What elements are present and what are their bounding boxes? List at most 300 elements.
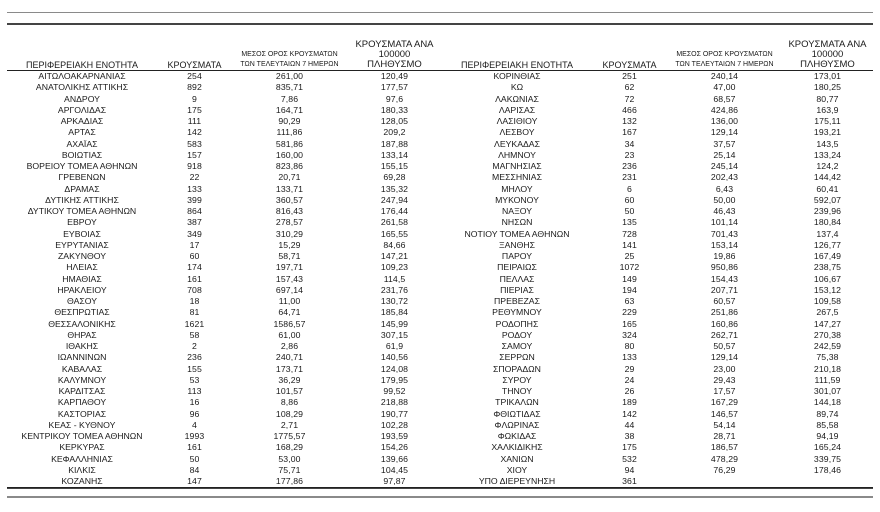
region-cell: ΥΠΟ ΔΙΕΡΕΥΝΗΣΗ: [442, 476, 592, 488]
region-cell: ΞΑΝΘΗΣ: [498, 239, 536, 250]
per-100k-cell: 135,32: [380, 183, 409, 194]
cases-cell: 18: [189, 296, 200, 306]
region-cell: ΤΡΙΚΑΛΩΝ: [495, 397, 539, 408]
avg-7day-cell: 37,57: [713, 138, 736, 149]
avg-7day-cell: 261,00: [275, 71, 304, 81]
region-cell: ΧΑΛΚΙΔΙΚΗΣ: [491, 442, 543, 453]
per-100k-cell: 80,77: [816, 93, 839, 104]
cases-cell: 157: [187, 149, 202, 160]
cases-cell: 132: [622, 116, 637, 126]
table-row: [442, 274, 873, 285]
cases-cell: 236: [622, 161, 637, 171]
per-100k-cell: 163,9: [816, 104, 839, 115]
avg-7day-cell: 168,29: [275, 442, 304, 453]
table-row: [442, 71, 873, 83]
cases-cell: 81: [189, 307, 200, 318]
per-100k-cell: 97,87: [347, 476, 442, 488]
per-100k-cell: 109,58: [813, 296, 842, 306]
top-rule-double: [7, 23, 873, 25]
cases-cell: 399: [187, 194, 202, 205]
table-row: [7, 375, 442, 386]
avg-7day-cell: 278,57: [275, 217, 304, 228]
cases-cell: 349: [187, 228, 202, 239]
avg-7day-cell: 245,14: [710, 161, 739, 171]
region-cell: ΛΕΥΚΑΔΑΣ: [494, 138, 540, 149]
table-row: [442, 330, 873, 341]
per-100k-cell: 307,15: [380, 329, 409, 340]
table-row: [442, 105, 873, 116]
per-100k-cell: 147,27: [813, 318, 842, 329]
region-cell: ΚΑΛΥΜΝΟΥ: [57, 374, 107, 385]
header-avg-line1: ΜΕΣΟΣ ΟΡΟΣ ΚΡΟΥΣΜΑΤΩΝ: [676, 51, 773, 58]
table-row: [7, 454, 442, 465]
header-avg-line1: ΜΕΣΟΣ ΟΡΟΣ ΚΡΟΥΣΜΑΤΩΝ: [241, 51, 338, 58]
cases-cell: 466: [622, 104, 637, 115]
per-100k-cell: 137,4: [816, 228, 839, 239]
region-cell: ΚΕΑΣ - ΚΥΘΝΟΥ: [48, 419, 116, 430]
per-100k-cell: 167,49: [813, 251, 842, 261]
header-row: [442, 40, 873, 71]
region-cell: ΠΡΕΒΕΖΑΣ: [494, 296, 540, 306]
region-cell: ΣΑΜΟΥ: [501, 341, 533, 351]
avg-7day-cell: 90,29: [278, 116, 301, 126]
cases-cell: 229: [622, 307, 637, 318]
avg-7day-cell: 154,43: [710, 273, 739, 284]
table-row: [442, 240, 873, 251]
avg-7day-cell: 29,43: [713, 374, 736, 385]
avg-7day-cell: 17,57: [713, 386, 736, 396]
per-100k-cell: 270,38: [813, 329, 842, 340]
avg-7day-cell: 129,14: [710, 127, 739, 138]
header-avg-line2: ΤΩΝ ΤΕΛΕΥΤΑΙΩΝ 7 ΗΜΕΡΩΝ: [675, 61, 774, 68]
per-100k-cell: 120,49: [380, 71, 409, 81]
region-cell: ΕΒΡΟΥ: [67, 217, 97, 228]
header-cases: ΚΡΟΥΣΜΑΤΑ: [157, 40, 232, 71]
header-region: ΠΕΡΙΦΕΡΕΙΑΚΗ ΕΝΟΤΗΤΑ: [7, 40, 157, 71]
avg-7day-cell: 61,00: [278, 329, 301, 340]
table-row: [7, 139, 442, 150]
region-cell: ΕΥΡΥΤΑΝΙΑΣ: [55, 239, 109, 250]
cases-cell: 174: [187, 262, 202, 273]
avg-7day-cell: 19,86: [713, 251, 736, 261]
per-100k-cell: 69,28: [383, 172, 406, 183]
avg-7day-cell: 75,71: [278, 464, 301, 475]
region-cell: ΠΕΙΡΑΙΩΣ: [497, 262, 537, 273]
per-100k-cell: 61,9: [385, 341, 404, 351]
region-cell: ΚΑΡΠΑΘΟΥ: [57, 397, 107, 408]
avg-7day-cell: 36,29: [278, 374, 301, 385]
avg-7day-cell: 1586,57: [273, 318, 306, 329]
cases-cell: 24: [624, 374, 635, 385]
cases-table-right: [442, 40, 873, 488]
table-row: [442, 195, 873, 206]
table-row: [7, 172, 442, 183]
cases-cell: 1072: [619, 262, 640, 273]
cases-cell: 532: [622, 453, 637, 464]
table-row: [7, 240, 442, 251]
cases-cell: 53: [189, 374, 200, 385]
table-row: [442, 161, 873, 172]
region-cell: ΝΑΞΟΥ: [502, 206, 532, 216]
cases-cell: 254: [187, 71, 202, 81]
per-100k-cell: 99,52: [383, 386, 406, 396]
per-100k-cell: 75,38: [816, 352, 839, 363]
cases-cell: 583: [187, 138, 202, 149]
region-cell: ΡΟΔΟΥ: [501, 329, 533, 340]
per-100k-cell: 242,59: [813, 341, 842, 351]
cases-cell: 194: [622, 284, 637, 295]
top-rule: [7, 12, 873, 13]
per-100k-cell: 154,26: [380, 442, 409, 453]
cases-cell: 58: [189, 329, 200, 340]
per-100k-cell: 144,42: [813, 172, 842, 183]
avg-7day-cell: 101,57: [275, 386, 304, 396]
table-row: [7, 465, 442, 476]
cases-cell: 96: [189, 408, 200, 419]
region-cell: ΘΑΣΟΥ: [66, 296, 98, 306]
table-row: [442, 206, 873, 217]
region-cell: ΗΡΑΚΛΕΙΟΥ: [57, 284, 107, 295]
per-100k-cell: 178,46: [813, 464, 842, 475]
avg-7day-cell: 160,00: [275, 149, 304, 160]
table-row: [442, 285, 873, 296]
cases-cell: 155: [187, 363, 202, 374]
region-cell: ΚΟΖΑΝΗΣ: [7, 476, 157, 488]
region-cell: ΚΑΣΤΟΡΙΑΣ: [57, 408, 107, 419]
table-row: [7, 409, 442, 420]
per-100k-cell: 193,21: [813, 127, 842, 138]
cases-cell: 161: [187, 273, 202, 284]
table-row: [7, 161, 442, 172]
table-row: [442, 94, 873, 105]
region-cell: ΦΩΚΙΔΑΣ: [497, 431, 537, 441]
region-cell: ΣΥΡΟΥ: [502, 374, 532, 385]
region-cell: ΝΟΤΙΟΥ ΤΟΜΕΑ ΑΘΗΝΩΝ: [464, 228, 570, 239]
header-per100k-line2: ΠΛΗΘΥΣΜΟ: [367, 59, 422, 70]
table-row: [442, 442, 873, 453]
cases-cell: 50: [624, 206, 635, 216]
per-100k-cell: 190,77: [380, 408, 409, 419]
per-100k-cell: 180,33: [380, 104, 409, 115]
avg-7day-cell: 251,86: [710, 307, 739, 318]
avg-7day-cell: 816,43: [275, 206, 304, 216]
avg-7day-cell: 424,86: [710, 104, 739, 115]
per-100k-cell: 339,75: [813, 453, 842, 464]
per-100k-cell: 145,99: [380, 318, 409, 329]
table-row: [7, 127, 442, 138]
header-cases: ΚΡΟΥΣΜΑΤΑ: [592, 40, 667, 71]
table-row: [7, 206, 442, 217]
region-cell: ΔΥΤΙΚΗΣ ΑΤΤΙΚΗΣ: [45, 194, 119, 205]
table-row: [442, 409, 873, 420]
region-cell: ΚΟΡΙΝΘΙΑΣ: [493, 71, 541, 81]
region-cell: ΘΕΣΠΡΩΤΙΑΣ: [54, 307, 110, 318]
region-cell: ΕΥΒΟΙΑΣ: [63, 228, 101, 239]
table-row: [442, 386, 873, 397]
region-cell: ΛΑΣΙΘΙΟΥ: [496, 116, 538, 126]
per-100k-cell: 209,2: [383, 127, 406, 138]
table-row: [442, 296, 873, 307]
header-avg-line2: ΤΩΝ ΤΕΛΕΥΤΑΙΩΝ 7 ΗΜΕΡΩΝ: [240, 61, 339, 68]
table-row: [442, 476, 873, 488]
avg-7day-cell: 240,14: [710, 71, 739, 81]
per-100k-cell: 128,05: [380, 116, 409, 126]
table-row: [7, 307, 442, 318]
table-row: [7, 195, 442, 206]
cases-cell: 167: [622, 127, 637, 138]
avg-7day-cell: [667, 476, 782, 488]
region-cell: ΛΑΡΙΣΑΣ: [498, 104, 536, 115]
avg-7day-cell: 310,29: [275, 228, 304, 239]
region-cell: ΘΕΣΣΑΛΟΝΙΚΗΣ: [48, 318, 116, 329]
cases-cell: 231: [622, 172, 637, 183]
per-100k-cell: 267,5: [816, 307, 839, 318]
header-per100k-line1: ΚΡΟΥΣΜΑΤΑ ΑΝΑ 100000: [788, 39, 867, 60]
cases-cell: 22: [189, 172, 200, 183]
table-row: [7, 274, 442, 285]
per-100k-cell: 139,66: [380, 453, 409, 464]
avg-7day-cell: 262,71: [710, 329, 739, 340]
table-row: [7, 330, 442, 341]
region-cell: ΚΩ: [510, 82, 524, 93]
avg-7day-cell: 164,71: [275, 104, 304, 115]
cases-cell: 161: [187, 442, 202, 453]
table-row: [442, 420, 873, 431]
per-100k-cell: [782, 476, 873, 488]
region-cell: ΡΕΘΥΜΝΟΥ: [492, 307, 542, 318]
avg-7day-cell: 186,57: [710, 442, 739, 453]
cases-cell: 38: [624, 431, 635, 441]
per-100k-cell: 124,08: [380, 363, 409, 374]
table-row: [442, 397, 873, 408]
table-row: [442, 251, 873, 262]
per-100k-cell: 179,95: [380, 374, 409, 385]
cases-cell: 149: [622, 273, 637, 284]
header-per100k-line1: ΚΡΟΥΣΜΑΤΑ ΑΝΑ 100000: [355, 39, 434, 60]
region-cell: ΑΡΤΑΣ: [68, 127, 96, 138]
cases-cell: 17: [189, 239, 200, 250]
avg-7day-cell: 360,57: [275, 194, 304, 205]
cases-cell: 1621: [184, 318, 205, 329]
cases-cell: 918: [187, 161, 202, 171]
per-100k-cell: 239,96: [813, 206, 842, 216]
avg-7day-cell: 111,86: [276, 127, 303, 138]
region-cell: ΠΙΕΡΙΑΣ: [500, 284, 534, 295]
avg-7day-cell: 8,86: [280, 397, 299, 408]
table-row: [7, 262, 442, 273]
table-row: [7, 341, 442, 352]
region-cell: ΚΕΦΑΛΛΗΝΙΑΣ: [51, 453, 113, 464]
avg-7day-cell: 177,86: [232, 476, 347, 488]
avg-7day-cell: 240,71: [275, 352, 304, 363]
avg-7day-cell: 197,71: [275, 262, 304, 273]
region-cell: ΧΑΝΙΩΝ: [500, 453, 534, 464]
cases-cell: 50: [189, 453, 200, 464]
avg-7day-cell: 46,43: [713, 206, 736, 216]
per-100k-cell: 247,94: [380, 194, 409, 205]
avg-7day-cell: 58,71: [278, 251, 301, 261]
avg-7day-cell: 50,00: [713, 194, 736, 205]
header-region: ΠΕΡΙΦΕΡΕΙΑΚΗ ΕΝΟΤΗΤΑ: [442, 40, 592, 71]
table-row: [7, 251, 442, 262]
region-cell: ΣΕΡΡΩΝ: [499, 352, 535, 363]
per-100k-cell: 130,72: [380, 296, 409, 306]
table-row: [442, 319, 873, 330]
cases-cell: 236: [187, 352, 202, 363]
table-row: [442, 116, 873, 127]
avg-7day-cell: 2,86: [280, 341, 299, 351]
avg-7day-cell: 6,43: [715, 183, 734, 194]
per-100k-cell: 165,24: [813, 442, 842, 453]
cases-cell: 26: [624, 386, 635, 396]
cases-cell: 135: [622, 217, 637, 228]
cases-cell: 708: [187, 284, 202, 295]
table-row: [7, 386, 442, 397]
table-row: [7, 116, 442, 127]
per-100k-cell: 143,5: [816, 138, 839, 149]
table-row: [442, 465, 873, 476]
region-cell: ΙΘΑΚΗΣ: [65, 341, 99, 351]
region-cell: ΔΡΑΜΑΣ: [64, 183, 100, 194]
region-cell: ΦΛΩΡΙΝΑΣ: [494, 419, 540, 430]
per-100k-cell: 176,44: [380, 206, 409, 216]
table-row: [442, 217, 873, 228]
per-100k-cell: 592,07: [813, 194, 842, 205]
cases-cell: 44: [624, 419, 635, 430]
per-100k-cell: 187,88: [380, 138, 409, 149]
cases-table-left: [7, 40, 442, 488]
per-100k-cell: 180,25: [813, 82, 842, 93]
avg-7day-cell: 146,57: [710, 408, 739, 419]
per-100k-cell: 153,12: [813, 284, 842, 295]
per-100k-cell: 144,18: [813, 397, 842, 408]
table-row: [7, 352, 442, 363]
per-100k-cell: 109,23: [380, 262, 409, 273]
region-cell: ΑΡΓΟΛΙΔΑΣ: [57, 104, 107, 115]
avg-7day-cell: 823,86: [275, 161, 304, 171]
cases-cell: 147: [157, 476, 232, 488]
cases-cell: 2: [192, 341, 197, 351]
region-cell: ΛΕΣΒΟΥ: [499, 127, 535, 138]
header-row: [7, 40, 442, 71]
per-100k-cell: 155,15: [380, 161, 409, 171]
region-cell: ΜΗΛΟΥ: [501, 183, 533, 194]
cases-cell: 16: [189, 397, 200, 408]
per-100k-cell: 301,07: [813, 386, 842, 396]
table-row: [442, 184, 873, 195]
region-cell: ΡΟΔΟΠΗΣ: [495, 318, 539, 329]
avg-7day-cell: 11,00: [278, 296, 301, 306]
per-100k-cell: 133,24: [813, 149, 842, 160]
avg-7day-cell: 701,43: [710, 228, 739, 239]
region-cell: ΓΡΕΒΕΝΩΝ: [58, 172, 106, 183]
region-cell: ΚΕΝΤΡΙΚΟΥ ΤΟΜΕΑ ΑΘΗΝΩΝ: [21, 431, 143, 441]
per-100k-cell: 193,59: [380, 431, 409, 441]
table-row: [7, 150, 442, 161]
bottom-rule-double: [7, 496, 873, 498]
table-row: [7, 397, 442, 408]
table-row: [7, 217, 442, 228]
table-row: [7, 420, 442, 431]
table-row: [7, 296, 442, 307]
cases-cell: 251: [622, 71, 637, 81]
region-cell: ΧΙΟΥ: [506, 464, 528, 475]
cases-cell: 34: [624, 138, 635, 149]
cases-cell: 9: [192, 93, 197, 104]
region-cell: ΖΑΚΥΝΘΟΥ: [58, 251, 106, 261]
per-100k-cell: 104,45: [380, 464, 409, 475]
cases-cell: 63: [624, 296, 635, 306]
region-cell: ΑΡΚΑΔΙΑΣ: [60, 116, 104, 126]
cases-cell: 141: [622, 239, 637, 250]
per-100k-cell: 60,41: [816, 183, 839, 194]
region-cell: ΤΗΝΟΥ: [501, 386, 533, 396]
per-100k-cell: 147,21: [380, 251, 409, 261]
avg-7day-cell: 68,57: [713, 93, 736, 104]
avg-7day-cell: 835,71: [275, 82, 304, 93]
region-cell: ΠΕΛΛΑΣ: [499, 273, 535, 284]
avg-7day-cell: 28,71: [713, 431, 736, 441]
region-cell: ΝΗΣΩΝ: [501, 217, 533, 228]
per-100k-cell: 218,88: [380, 397, 409, 408]
per-100k-cell: 114,5: [383, 273, 406, 284]
avg-7day-cell: 167,29: [710, 397, 739, 408]
cases-cell: 94: [624, 464, 635, 475]
per-100k-cell: 85,58: [816, 419, 839, 430]
cases-cell: 864: [187, 206, 202, 216]
table-row: [442, 364, 873, 375]
cases-cell: 23: [624, 149, 635, 160]
cases-cell: 111: [187, 116, 202, 126]
region-cell: ΗΛΕΙΑΣ: [66, 262, 98, 273]
cases-cell: 84: [189, 464, 200, 475]
region-cell: ΘΗΡΑΣ: [67, 329, 97, 340]
per-100k-cell: 261,58: [380, 217, 409, 228]
table-row: [7, 82, 442, 93]
avg-7day-cell: 108,29: [275, 408, 304, 419]
avg-7day-cell: 136,00: [710, 116, 739, 126]
table-row: [7, 442, 442, 453]
avg-7day-cell: 581,86: [275, 138, 304, 149]
per-100k-cell: 165,55: [380, 228, 409, 239]
per-100k-cell: 84,66: [383, 239, 406, 250]
region-cell: ΚΙΛΚΙΣ: [68, 464, 96, 475]
table-row: [442, 262, 873, 273]
cases-cell: 60: [624, 194, 635, 205]
table-row: [442, 172, 873, 183]
per-100k-cell: 111,59: [814, 374, 841, 385]
avg-7day-cell: 207,71: [710, 284, 739, 295]
per-100k-cell: 180,84: [813, 217, 842, 228]
table-row: [442, 229, 873, 240]
per-100k-cell: 238,75: [813, 262, 842, 273]
bottom-rule: [7, 488, 873, 489]
region-cell: ΗΜΑΘΙΑΣ: [62, 273, 102, 284]
cases-cell: 1993: [184, 431, 205, 441]
avg-7day-cell: 54,14: [713, 419, 736, 430]
cases-cell: 387: [187, 217, 202, 228]
header-avg: [232, 40, 347, 71]
avg-7day-cell: 53,00: [278, 453, 301, 464]
cases-cell: 133: [622, 352, 637, 363]
avg-7day-cell: 20,71: [278, 172, 301, 183]
per-100k-cell: 173,01: [813, 71, 842, 81]
table-row: [442, 375, 873, 386]
avg-7day-cell: 478,29: [710, 453, 739, 464]
avg-7day-cell: 160,86: [710, 318, 739, 329]
region-cell: ΑΝΑΤΟΛΙΚΗΣ ΑΤΤΙΚΗΣ: [35, 82, 129, 93]
table-row: [442, 307, 873, 318]
